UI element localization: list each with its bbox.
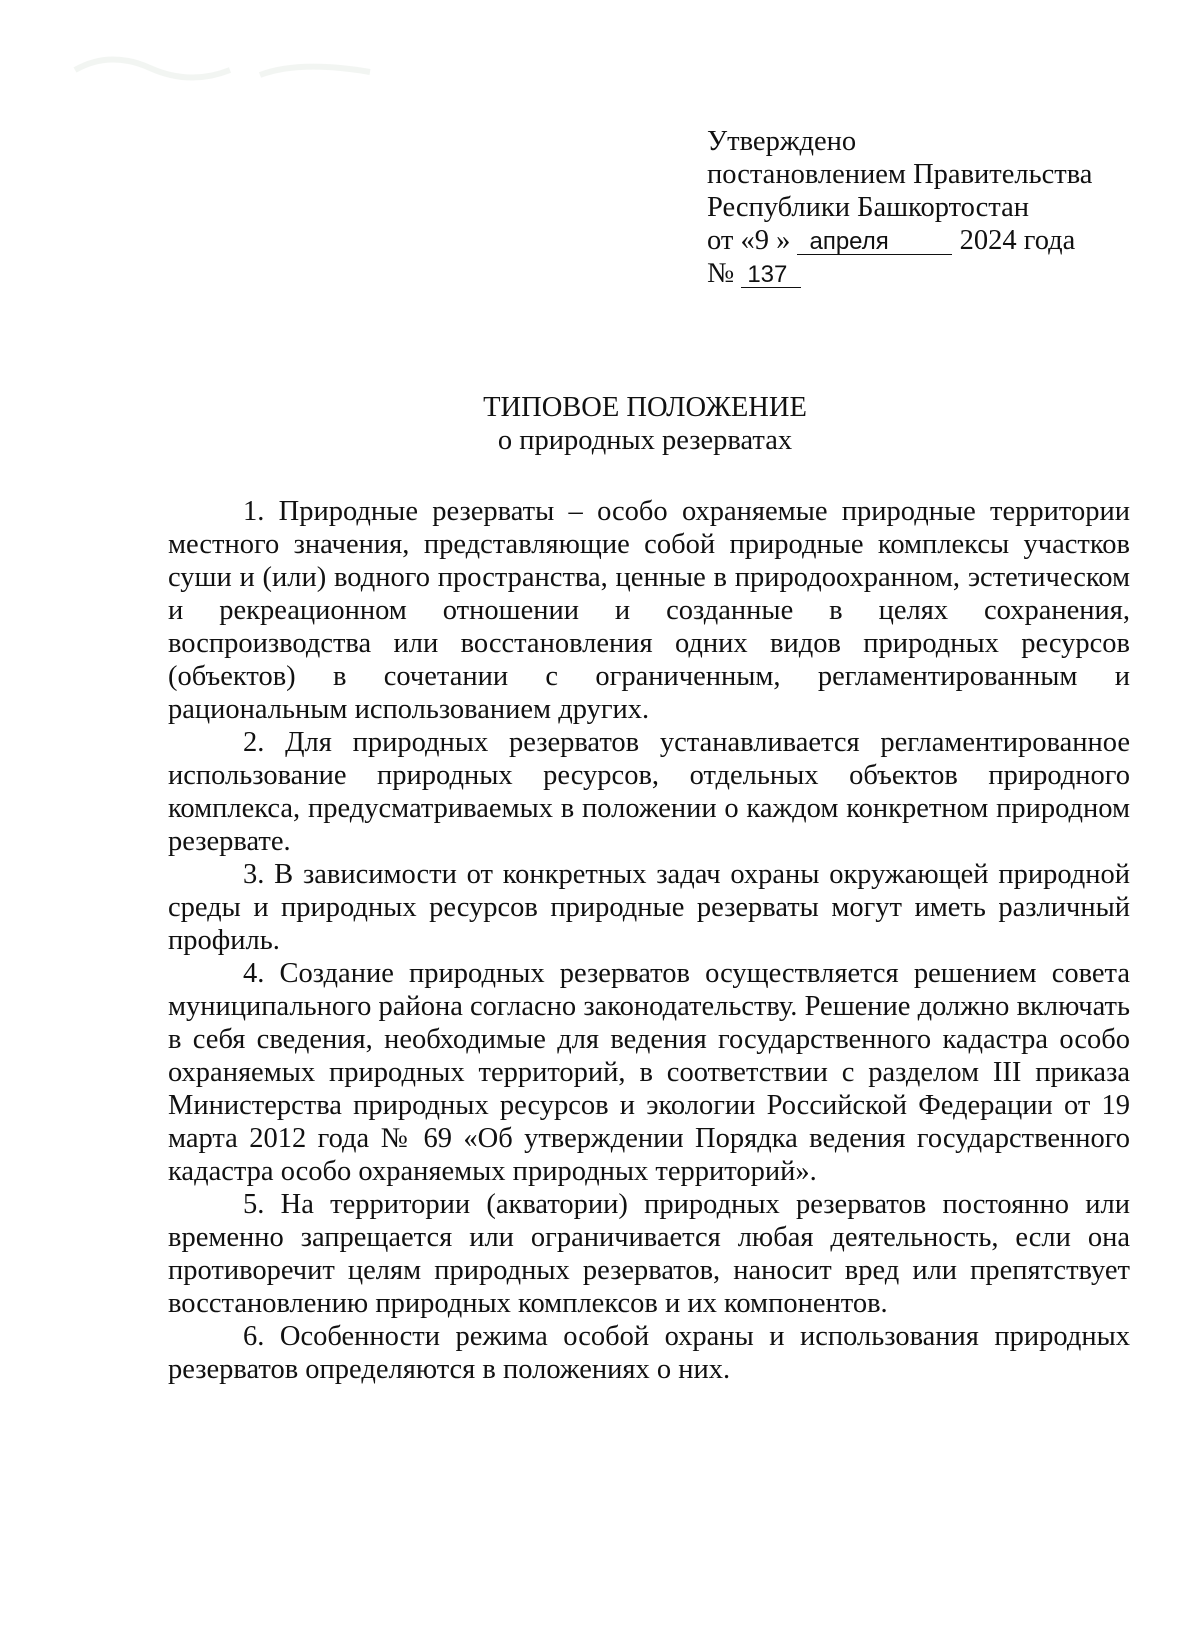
paragraph-2: 2. Для природных резерватов устанавливается регламентированное использование природных ресурсов, отдельных объектов природного комплекса, предусматриваемых в положении о каждом конкретном природном резервате. [168, 727, 1130, 857]
paragraph-3: 3. В зависимости от конкретных задач охраны окружающей природной среды и природных ресурсов природные резерваты могут иметь различный профиль. [168, 859, 1130, 956]
paragraph-5: 5. На территории (акватории) природных резерватов постоянно или временно запрещается или ограничивается любая деятельность, если она противоречит целям природных резерватов, наносит вред или препятствует восстановлению природных комплексов и их компонентов. [168, 1189, 1130, 1319]
paragraph-4: 4. Создание природных резерватов осуществляется решением совета муниципального района согласно законодательству. Решение должно включать в себя сведения, необходимые для ведения государственного кадастра особо охраняемых природных территорий, в соответствии с разделом III приказа Министерства природных ресурсов и экологии Российской Федерации от 19 марта 2012 года № 69 «Об утверждении Порядка ведения государственного кадастра особо охраняемых природных территорий». [168, 958, 1130, 1187]
title-sub: о природных резерватах [497, 425, 793, 456]
date-year: 2024 года [959, 225, 1076, 256]
paragraph-6: 6. Особенности режима особой охраны и использования природных резерватов определяются в положениях о них. [168, 1321, 1130, 1385]
document-title [160, 391, 1130, 457]
document-body [168, 495, 1130, 1386]
approval-block [707, 125, 1167, 290]
date-month: апреля [797, 230, 952, 255]
approval-number [707, 257, 1167, 290]
title-main: ТИПОВОЕ ПОЛОЖЕНИЕ [483, 392, 807, 423]
approval-authority: постановлением Правительства [707, 159, 1093, 190]
scan-artifact [70, 40, 390, 100]
date-prefix: от «9 » [707, 225, 791, 256]
approval-region: Республики Башкортостан [707, 192, 1029, 223]
paragraph-1: 1. Природные резерваты – особо охраняемые природные территории местного значения, представляющие собой природные комплексы участков суши и (или) водного пространства, ценные в природоохранном, эстетическом и рекреационном отношении и созданные в целях сохранения, воспроизводства или восстановления одних видов природных ресурсов (объектов) в сочетании с ограниченным, регламентированным и рациональным использованием других. [168, 496, 1130, 725]
approval-label: Утверждено [707, 126, 857, 157]
number-prefix: № [707, 258, 735, 289]
number-value: 137 [741, 263, 801, 288]
approval-date [707, 224, 1167, 257]
